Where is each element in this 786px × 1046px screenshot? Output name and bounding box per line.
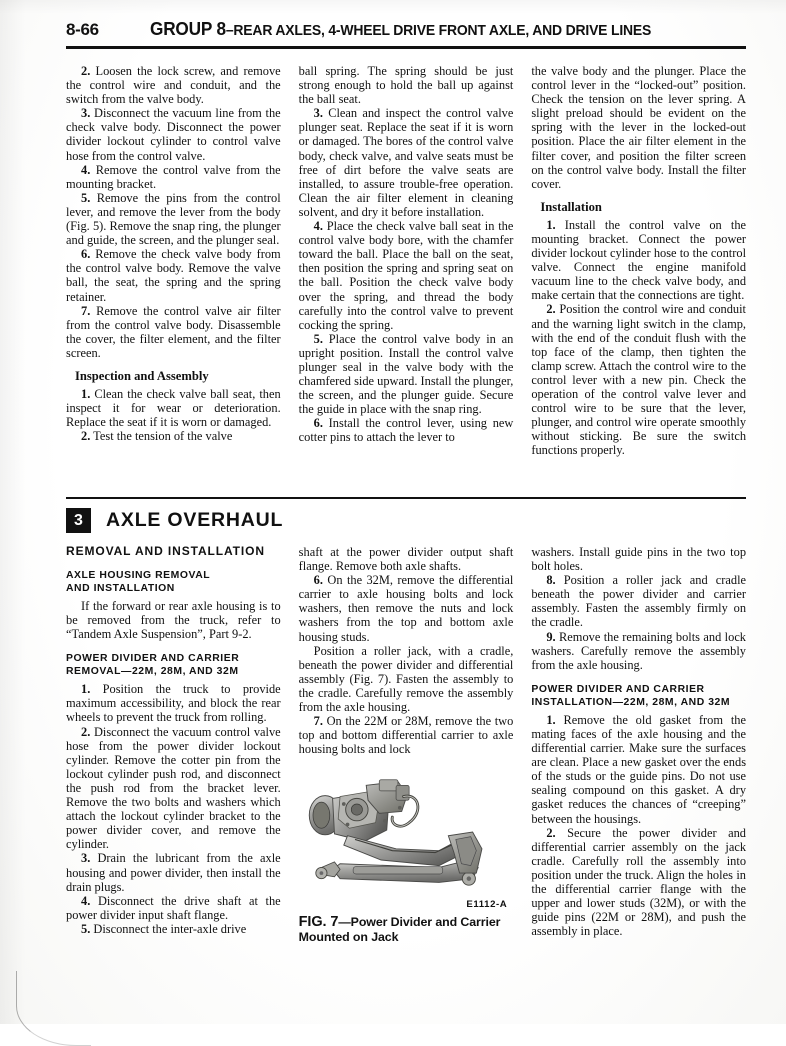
paragraph-removal-step-1: 1. Position the truck to provide maximum accessibility, and block the rear wheels to prevent the truck from rolling. — [66, 682, 281, 725]
power-divider-illustration — [299, 766, 514, 898]
section-divider-rule — [66, 497, 746, 499]
paragraph-installation-step-2-bottom: 2. Secure the power divider and differential carrier assembly on the jack cradle. Carefully roll the assembly into position under the truck. Align the holes in the differential carrier flange with the upper and lower studs (32M), or with the guide pins (22M or 28M), and push the assembly in place. — [531, 825, 747, 939]
heading-power-divider-removal-line2: REMOVAL—22M, 28M, AND 32M — [66, 666, 239, 678]
paragraph-step-5: 5. Remove the pins from the control lever, and remove the lever from the body (Fig. 5). Remove the snap ring, the plunger and guide, the screen, and the plunger seal. — [66, 190, 281, 248]
paragraph-inspection-step-2: 2. Test the tension of the valve — [81, 429, 233, 444]
paragraph-axle-housing-intro: If the forward or rear axle housing is to be removed from the truck, refer to “Tandem Axle Suspension”, Part 9-2. — [66, 599, 281, 642]
heading-power-divider-installation-line1: POWER DIVIDER AND CARRIER — [531, 683, 705, 695]
figure-number: FIG. 7 — [298, 914, 339, 931]
figure-code: E1112-A — [466, 899, 508, 911]
paragraph-step-2: 2. Loosen the lock screw, and remove the control wire and conduit, and the switch from the valve body. — [66, 64, 281, 107]
paragraph-continuation-valve-body: the valve body and the plunger. Place the control lever in the “locked-out” position. Check the tension on the lever spring. A slight preload should be evident on the spring with the lever in the locked-out position. Place the air filter element in the filter cover, and position the filter screen on the control valve body. Install the filter cover. — [531, 64, 747, 191]
paragraph-installation-step-2: 2. Position the control wire and conduit and the warning light switch in the clamp, with the end of the conduit flush with the top face of the clamp, then tighten the clamp screw. Attach the control wire to the control lever with a new pin. Check the operation of the control valve lever and control wire to be sure that the lever, plunger, and control wire operate smoothly without sticking. Be sure the switch functions properly. — [531, 302, 747, 458]
paragraph-removal-step-5: 5. Disconnect the inter-axle drive — [81, 921, 247, 936]
heading-inspection-and-assembly: Inspection and Assembly — [75, 368, 209, 383]
paragraph-removal-step-8: 8. Position a roller jack and cradle beneath the power divider and carrier assembly. Fasten the assembly firmly on the cradle. — [531, 573, 747, 630]
paragraph-continuation-shaft-flange: shaft at the power divider output shaft flange. Remove both axle shafts. — [298, 545, 514, 574]
paragraph-installation-step-1: 1. Install the control valve on the mounting bracket. Connect the power divider lockout cylinder hose to the control valve. Connect the engine manifold vacuum line to the check valve body, and make certain that the connections are tight. — [531, 217, 747, 303]
figure-caption — [299, 915, 514, 945]
heading-removal-and-installation: REMOVAL AND INSTALLATION — [66, 544, 265, 558]
heading-axle-housing-removal-line1: AXLE HOUSING REMOVAL — [66, 570, 211, 581]
paragraph-removal-step-3: 3. Drain the lubricant from the axle housing and power divider, then install the drain plugs. — [66, 851, 281, 894]
running-head — [66, 18, 746, 44]
section-number-badge: 3 — [66, 508, 91, 533]
bottom-body-columns — [66, 545, 746, 945]
paragraph-continuation-ball-spring: ball spring. The spring should be just strong enough to hold the ball up against the ball seat. — [298, 64, 514, 107]
paragraph-removal-step-7: 7. On the 22M or 28M, remove the two top and bottom differential carrier to axle housing bolts and lock — [298, 714, 514, 757]
paragraph-continuation-washers: washers. Install guide pins in the two top bolt holes. — [531, 545, 747, 574]
header-subject: REAR AXLES, 4-WHEEL DRIVE FRONT AXLE, AND DRIVE LINES — [233, 22, 652, 39]
top-column-2 — [299, 64, 514, 457]
bottom-column-3 — [531, 545, 746, 945]
paragraph-removal-step-4: 4. Disconnect the drive shaft at the power divider input shaft flange. — [66, 893, 281, 922]
heading-power-divider-installation — [531, 683, 746, 709]
paragraph-removal-step-6: 6. On the 32M, remove the differential carrier to axle housing bolts and lock washers, then remove the nuts and lock washers from the top and bottom axle housing studs. — [298, 573, 514, 644]
paragraph-installation-step-1-bottom: 1. Remove the old gasket from the mating faces of the axle housing and the differential carrier. Make sure the surfaces are clean. Place a new gasket over the ends of the studs or the guide pins. Do not use sealing compound on this gasket. A dry gasket reduces the chances of “creeping” between the housings. — [531, 712, 747, 826]
paragraph-roller-jack: Position a roller jack, with a cradle, beneath the power divider and differential assembly (Fig. 7). Fasten the assembly to the cradle. Carefully remove the assembly from the axle housing. — [298, 643, 514, 715]
paragraph-assembly-step-6: 6. Install the control lever, using new cotter pins to attach the lever to — [298, 416, 514, 445]
page-title — [150, 18, 651, 40]
heading-installation: Installation — [540, 199, 602, 214]
header-dash: – — [225, 22, 234, 39]
paragraph-assembly-step-4: 4. Place the check valve ball seat in the control valve body bore, with the chamfer toward the ball. Place the ball on the seat, then position the spring and spring seat on the ball. Position the check valve body over the spring, and thread the body carefully into the control valve to prevent cocking the spring. — [298, 219, 514, 332]
paragraph-step-7: 7. Remove the control valve air filter from the control valve body. Disassemble the cover, the filter element, and the filter screen. — [66, 303, 281, 360]
paragraph-inspection-step-1: 1. Clean the check valve ball seat, then inspect it for wear or deterioration. Replace the seat if it is worn or damaged. — [66, 386, 281, 430]
paragraph-assembly-step-3: 3. Clean and inspect the control valve plunger seat. Replace the seat if it is worn or damaged. The bores of the control valve body, check valve, and valve seats must be free of dirt before the valve seats are installed, to assure trouble-free operation. Clean the air filter element in cleaning solvent, and dry it before installation. — [298, 106, 514, 219]
section-title: AXLE OVERHAUL — [106, 509, 284, 531]
paragraph-removal-step-2: 2. Disconnect the vacuum control valve hose from the power divider lockout cylinder. Remove the cotter pin from the lockout cylinder push rod, and disconnect the push rod from the bracket lever. Remove the two bolts and washers which attach the lockout cylinder bracket to the power divider cover, and remove the cylinder. — [66, 724, 281, 852]
heading-power-divider-installation-line2: INSTALLATION—22M, 28M, AND 32M — [531, 696, 731, 708]
heading-power-divider-removal-line1: POWER DIVIDER AND CARRIER — [66, 653, 240, 665]
header-group-label: GROUP 8 — [150, 18, 226, 39]
scan-edge-shadow-left — [0, 0, 30, 1024]
bottom-column-1 — [66, 545, 281, 945]
page-corner-curl — [16, 971, 91, 1046]
top-body-columns — [66, 64, 746, 457]
top-column-3 — [531, 64, 746, 457]
figure-7 — [299, 766, 514, 945]
paragraph-step-6: 6. Remove the check valve body from the control valve body. Remove the valve ball, the seat, the spring and the spring retainer. — [66, 247, 281, 304]
paragraph-assembly-step-5: 5. Place the control valve body in an upright position. Install the control valve plunger seal in the valve body with the chamfered side upward. Install the plunger, the screen, and the plunger guide. Secure the guide in place with the snap ring. — [298, 331, 514, 417]
paragraph-step-4: 4. Remove the control valve from the mounting bracket. — [66, 162, 281, 191]
heading-power-divider-removal — [66, 652, 281, 678]
header-rule — [66, 46, 746, 49]
bottom-column-2 — [299, 545, 514, 945]
figure-caption-text: —Power Divider and Carrier Mounted on Jack — [298, 915, 501, 945]
paragraph-step-3: 3. Disconnect the vacuum line from the check valve body. Disconnect the power divider lockout cylinder to control valve hose from the control valve. — [66, 106, 281, 163]
heading-axle-housing-removal — [66, 569, 281, 595]
scan-edge-shadow-top — [0, 0, 786, 14]
paragraph-removal-step-9: 9. Remove the remaining bolts and lock washers. Carefully remove the assembly from the axle housing. — [531, 629, 747, 672]
heading-axle-housing-removal-line2: AND INSTALLATION — [66, 583, 175, 594]
page-number: 8-66 — [66, 20, 99, 39]
top-column-1 — [66, 64, 281, 457]
section-heading — [66, 508, 283, 533]
